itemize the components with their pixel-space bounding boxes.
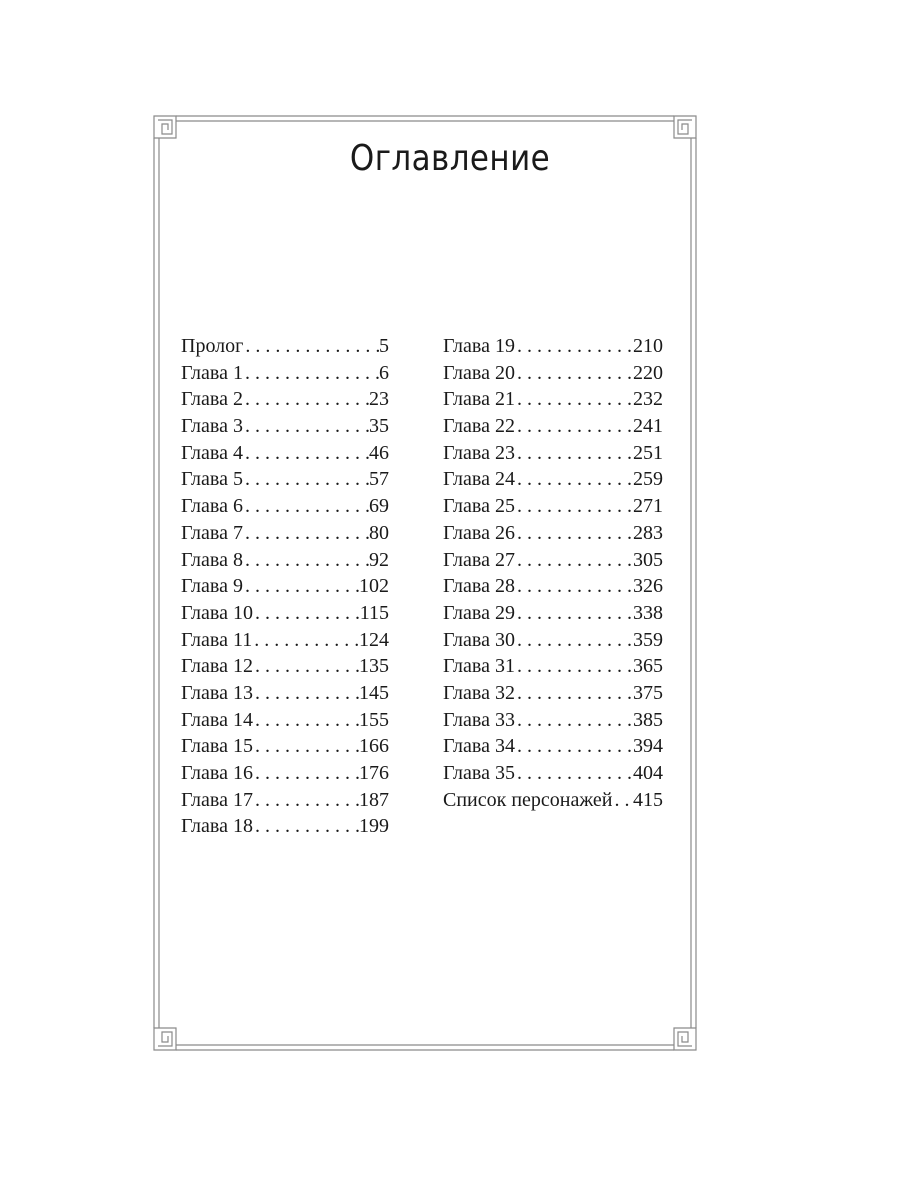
toc-entry-label: Глава 6 xyxy=(181,495,243,518)
toc-entry-page-number: 124 xyxy=(359,628,389,651)
toc-entry[interactable] xyxy=(181,520,389,547)
toc-entry-page-number: 259 xyxy=(633,468,663,491)
toc-entry[interactable] xyxy=(181,440,389,467)
toc-entry-label: Глава 20 xyxy=(443,361,515,384)
toc-entry-page-number: 326 xyxy=(633,575,663,598)
toc-leader-dots xyxy=(253,733,359,760)
toc-entry-page-number: 57 xyxy=(369,468,389,491)
toc-entry-page-number: 187 xyxy=(359,788,389,811)
toc-leader-dots xyxy=(515,653,633,680)
toc-entry-page-number: 365 xyxy=(633,655,663,678)
toc-leader-dots xyxy=(253,813,359,840)
toc-entry-page-number: 359 xyxy=(633,628,663,651)
toc-entry[interactable] xyxy=(181,680,389,707)
toc-entry[interactable] xyxy=(443,600,663,627)
toc-column-right xyxy=(443,333,663,813)
toc-leader-dots xyxy=(253,707,359,734)
toc-leader-dots xyxy=(515,573,633,600)
toc-entry-page-number: 166 xyxy=(359,735,389,758)
toc-entry-label: Глава 24 xyxy=(443,468,515,491)
toc-entry-label: Глава 25 xyxy=(443,495,515,518)
toc-entry-label: Глава 15 xyxy=(181,735,253,758)
toc-entry[interactable] xyxy=(443,653,663,680)
toc-entry-page-number: 5 xyxy=(379,335,389,357)
toc-entry[interactable] xyxy=(443,413,663,440)
toc-leader-dots xyxy=(253,653,359,680)
toc-entry-page-number: 271 xyxy=(633,495,663,518)
toc-leader-dots xyxy=(515,493,633,520)
toc-entry-page-number: 404 xyxy=(633,762,663,784)
toc-entry[interactable] xyxy=(443,760,663,787)
toc-entry-label: Глава 2 xyxy=(181,388,243,411)
toc-leader-dots xyxy=(515,440,633,467)
toc-entry-label: Глава 27 xyxy=(443,548,515,571)
toc-leader-dots xyxy=(253,600,360,627)
toc-entry[interactable] xyxy=(181,787,389,814)
toc-leader-dots xyxy=(515,333,633,360)
toc-entry[interactable] xyxy=(181,413,389,440)
toc-leader-dots xyxy=(515,600,633,627)
toc-entry[interactable] xyxy=(181,493,389,520)
toc-entry-page-number: 199 xyxy=(359,815,389,838)
toc-leader-dots xyxy=(243,333,379,360)
toc-leader-dots xyxy=(243,573,359,600)
toc-entry-label: Глава 4 xyxy=(181,441,243,464)
toc-column-left xyxy=(181,333,389,840)
toc-entry-label: Пролог xyxy=(181,335,244,357)
toc-leader-dots xyxy=(253,787,359,814)
toc-leader-dots xyxy=(515,733,633,760)
toc-entry-label: Глава 5 xyxy=(181,468,243,491)
toc-entry[interactable] xyxy=(181,386,389,413)
toc-entry-label: Глава 22 xyxy=(443,415,515,438)
toc-entry[interactable] xyxy=(181,333,389,360)
toc-entry-page-number: 305 xyxy=(633,548,663,571)
toc-entry-label: Глава 13 xyxy=(181,681,253,704)
toc-entry[interactable] xyxy=(443,333,663,360)
toc-leader-dots xyxy=(613,787,633,814)
toc-leader-dots xyxy=(515,627,633,654)
toc-entry-label: Глава 26 xyxy=(443,521,515,544)
toc-entry-page-number: 251 xyxy=(633,441,663,464)
toc-entry[interactable] xyxy=(181,573,389,600)
toc-leader-dots xyxy=(253,760,359,787)
toc-entry-page-number: 115 xyxy=(359,601,389,624)
toc-entry[interactable] xyxy=(443,627,663,654)
toc-entry-page-number: 155 xyxy=(359,708,389,731)
toc-entry-label: Глава 35 xyxy=(443,762,515,784)
toc-leader-dots xyxy=(252,627,359,654)
toc-entry-label: Глава 16 xyxy=(181,762,253,784)
toc-entry-label: Глава 1 xyxy=(181,361,243,384)
toc-entry-page-number: 35 xyxy=(369,415,389,438)
toc-leader-dots xyxy=(243,440,369,467)
toc-entry-page-number: 135 xyxy=(359,655,389,678)
toc-entry[interactable] xyxy=(443,440,663,467)
toc-entry[interactable] xyxy=(443,680,663,707)
toc-entry[interactable] xyxy=(443,493,663,520)
toc-leader-dots xyxy=(243,386,369,413)
page-title: Оглавление xyxy=(349,138,551,179)
toc-entry-label: Глава 19 xyxy=(443,335,515,357)
toc-entry[interactable] xyxy=(181,627,389,654)
toc-leader-dots xyxy=(515,360,633,387)
toc-entry[interactable] xyxy=(443,707,663,734)
toc-entry[interactable] xyxy=(443,787,663,814)
toc-entry-page-number: 385 xyxy=(633,708,663,731)
toc-entry-page-number: 176 xyxy=(359,762,389,784)
toc-entry-label: Глава 17 xyxy=(181,788,253,811)
toc-entry[interactable] xyxy=(443,520,663,547)
toc-entry-page-number: 69 xyxy=(369,495,389,518)
toc-leader-dots xyxy=(515,760,633,787)
toc-leader-dots xyxy=(243,360,379,387)
toc-entry-label: Список персонажей xyxy=(443,788,613,811)
toc-leader-dots xyxy=(515,386,633,413)
toc-entry-label: Глава 31 xyxy=(443,655,515,678)
toc-entry-page-number: 220 xyxy=(633,361,663,384)
toc-entry-page-number: 145 xyxy=(359,681,389,704)
toc-leader-dots xyxy=(243,466,369,493)
toc-entry[interactable] xyxy=(181,813,389,840)
toc-entry[interactable] xyxy=(181,600,389,627)
toc-entry-page-number: 102 xyxy=(359,575,389,598)
toc-entry-label: Глава 11 xyxy=(181,628,253,651)
toc-entry-label: Глава 14 xyxy=(181,708,253,731)
toc-entry-page-number: 283 xyxy=(633,521,663,544)
toc-entry-page-number: 338 xyxy=(633,601,663,624)
toc-leader-dots xyxy=(515,413,633,440)
toc-entry[interactable] xyxy=(443,573,663,600)
toc-leader-dots xyxy=(515,707,633,734)
toc-entry-page-number: 210 xyxy=(633,335,663,357)
toc-entry-label: Глава 23 xyxy=(443,441,515,464)
toc-entry-label: Глава 32 xyxy=(443,681,515,704)
toc-entry-page-number: 6 xyxy=(379,361,389,384)
toc-entry[interactable] xyxy=(181,360,389,387)
toc-leader-dots xyxy=(515,520,633,547)
toc-entry-label: Глава 7 xyxy=(181,521,243,544)
toc-entry-page-number: 375 xyxy=(633,681,663,704)
toc-entry[interactable] xyxy=(443,360,663,387)
toc-entry-label: Глава 12 xyxy=(181,655,253,678)
toc-entry-label: Глава 18 xyxy=(181,815,253,838)
toc-leader-dots xyxy=(243,547,369,574)
toc-entry-label: Глава 3 xyxy=(181,415,243,438)
toc-entry-label: Глава 30 xyxy=(443,628,515,651)
toc-leader-dots xyxy=(515,680,633,707)
toc-leader-dots xyxy=(515,547,633,574)
toc-entry-label: Глава 28 xyxy=(443,575,515,598)
toc-entry-label: Глава 8 xyxy=(181,548,243,571)
toc-entry-page-number: 80 xyxy=(369,521,389,544)
toc-entry[interactable] xyxy=(181,547,389,574)
toc-leader-dots xyxy=(243,493,369,520)
toc-entry-label: Глава 9 xyxy=(181,575,243,598)
toc-entry[interactable] xyxy=(181,760,389,787)
toc-leader-dots xyxy=(515,466,633,493)
toc-leader-dots xyxy=(243,520,369,547)
toc-entry-page-number: 92 xyxy=(369,548,389,571)
toc-entry[interactable] xyxy=(443,547,663,574)
toc-entry-label: Глава 10 xyxy=(181,601,253,624)
toc-entry[interactable] xyxy=(443,466,663,493)
toc-entry[interactable] xyxy=(181,733,389,760)
toc-entry[interactable] xyxy=(443,733,663,760)
toc-entry[interactable] xyxy=(181,707,389,734)
toc-entry-page-number: 394 xyxy=(633,735,663,758)
toc-entry[interactable] xyxy=(181,653,389,680)
toc-entry-page-number: 23 xyxy=(369,388,389,411)
toc-entry-page-number: 415 xyxy=(633,788,663,811)
toc-leader-dots xyxy=(253,680,359,707)
toc-entry-page-number: 241 xyxy=(633,415,663,438)
toc-leader-dots xyxy=(243,413,369,440)
toc-entry[interactable] xyxy=(443,386,663,413)
toc-entry-label: Глава 34 xyxy=(443,735,515,758)
toc-entry[interactable] xyxy=(181,466,389,493)
toc-entry-page-number: 232 xyxy=(633,388,663,411)
toc-entry-label: Глава 33 xyxy=(443,708,515,731)
toc-entry-page-number: 46 xyxy=(369,441,389,464)
toc-entry-label: Глава 21 xyxy=(443,388,515,411)
toc-entry-label: Глава 29 xyxy=(443,601,515,624)
